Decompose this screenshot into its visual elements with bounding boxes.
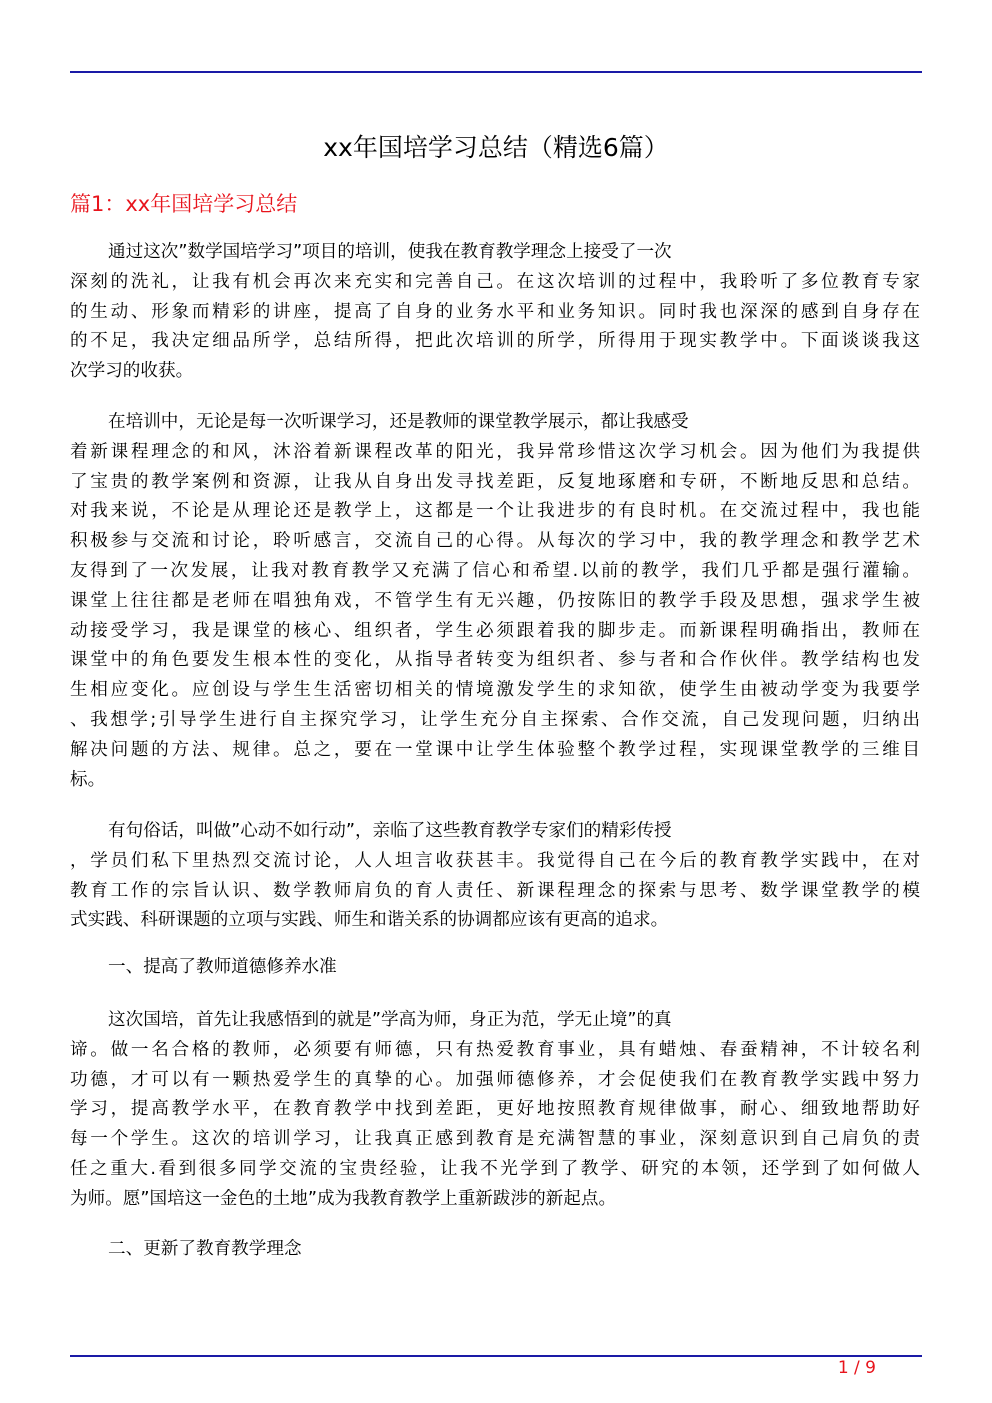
paragraph-line: 的不足，我决定细品所学，总结所得，把此次培训的所学，所得用于现实教学中。下面谈谈我这 — [70, 331, 920, 352]
paragraph — [70, 408, 920, 795]
paragraph-line: 解决问题的方法、规律。总之，要在一堂课中让学生体验整个教学过程，实现课堂教学的三维目 — [70, 739, 920, 760]
paragraph-line: 在培训中，无论是每一次听课学习，还是教师的课堂教学展示，都让我感受 — [108, 412, 689, 432]
paragraph — [70, 1006, 920, 1215]
section-heading: 篇1：xx年国培学习总结 — [70, 192, 298, 216]
paragraph-line: 任之重大.看到很多同学交流的宝贵经验，让我不光学到了教学、研究的本领，还学到了如何做人 — [70, 1158, 920, 1179]
paragraph-line: 课堂中的角色要发生根本性的变化，从指导者转变为组织者、参与者和合作伙伴。教学结构也发 — [70, 650, 920, 671]
paragraph-line: 对我来说，不论是从理论还是教学上，这都是一个让我进步的有良时机。在交流过程中，我也能 — [70, 501, 920, 522]
paragraph-line: 积极参与交流和讨论，聆听感言，交流自己的心得。从每次的学习中，我的教学理念和教学艺术 — [70, 531, 920, 552]
paragraph-line: 每一个学生。这次的培训学习，让我真正感到教育是充满智慧的事业，深刻意识到自己肩负的责 — [70, 1129, 920, 1150]
paragraph-line: 这次国培，首先让我感悟到的就是”学高为师，身正为范，学无止境”的真 — [108, 1010, 672, 1030]
document-title: xx年国培学习总结（精选6篇） — [323, 133, 669, 162]
paragraph-line: 教育工作的宗旨认识、数学教师肩负的育人责任、新课程理念的探索与思考、数学课堂教学的模 — [70, 880, 920, 901]
paragraph-line: 次学习的收获。 — [70, 361, 194, 382]
paragraph-line: 、我想学;引导学生进行自主探究学习，让学生充分自主探索、合作交流，自己发现问题，归纳出 — [70, 709, 920, 730]
page-number: 1 / 9 — [837, 1358, 876, 1378]
paragraph-line: 功德，才可以有一颗热爱学生的真挚的心。加强师德修养，才会促使我们在教育教学实践中努力 — [70, 1069, 920, 1090]
paragraph — [70, 238, 920, 387]
paragraph-line: 谛。做一名合格的教师，必须要有师德，只有热爱教育事业，具有蜡烛、春蚕精神，不计较名利 — [70, 1039, 920, 1060]
paragraph-line: 课堂上往往都是老师在唱独角戏，不管学生有无兴趣，仍按陈旧的教学手段及思想，强求学生被 — [70, 590, 920, 611]
paragraph-line: 为师。愿”国培这一金色的土地”成为我教育教学上重新跋涉的新起点。 — [70, 1188, 617, 1209]
header-rule — [70, 71, 922, 73]
paragraph-line: 着新课程理念的和风，沐浴着新课程改革的阳光，我异常珍惜这次学习机会。因为他们为我提供 — [70, 441, 920, 462]
paragraph — [70, 817, 920, 936]
paragraph-line: 动接受学习，我是课堂的核心、组织者，学生必须跟着我的脚步走。而新课程明确指出，教师在 — [70, 620, 920, 641]
paragraph-line: 学习，提高教学水平，在教育教学中找到差距，更好地按照教育规律做事，耐心、细致地帮助好 — [70, 1099, 920, 1120]
paragraph-line: 式实践、科研课题的立项与实践、师生和谐关系的协调都应该有更高的追求。 — [70, 910, 669, 931]
paragraph-line: 标。 — [70, 769, 106, 790]
paragraph-line: 有句俗话，叫做”心动不如行动”，亲临了这些教育教学专家们的精彩传授 — [108, 821, 672, 841]
paragraph-line: ，学员们私下里热烈交流讨论，人人坦言收获甚丰。我觉得自己在今后的教育教学实践中，在对 — [70, 850, 920, 871]
paragraph-line: 通过这次”数学国培学习”项目的培训，使我在教育教学理念上接受了一次 — [108, 242, 672, 262]
paragraph-line: 的生动、形象而精彩的讲座，提高了自身的业务水平和业务知识。同时我也深深的感到自身存在 — [70, 301, 920, 322]
paragraph-line: 了宝贵的教学案例和资源，让我从自身出发寻找差距，反复地琢磨和专研，不断地反思和总结。 — [70, 471, 920, 492]
paragraph-line: 生相应变化。应创设与学生生活密切相关的情境激发学生的求知欲，使学生由被动学变为我要学 — [70, 680, 920, 701]
paragraph-line: 深刻的洗礼，让我有机会再次来充实和完善自己。在这次培训的过程中，我聆听了多位教育专家 — [70, 271, 920, 292]
subheading: 一、提高了教师道德修养水准 — [108, 957, 337, 977]
subheading: 二、更新了教育教学理念 — [108, 1239, 302, 1259]
paragraph-line: 友得到了一次发展，让我对教育教学又充满了信心和希望.以前的教学，我们几乎都是强行灌输。 — [70, 560, 920, 581]
